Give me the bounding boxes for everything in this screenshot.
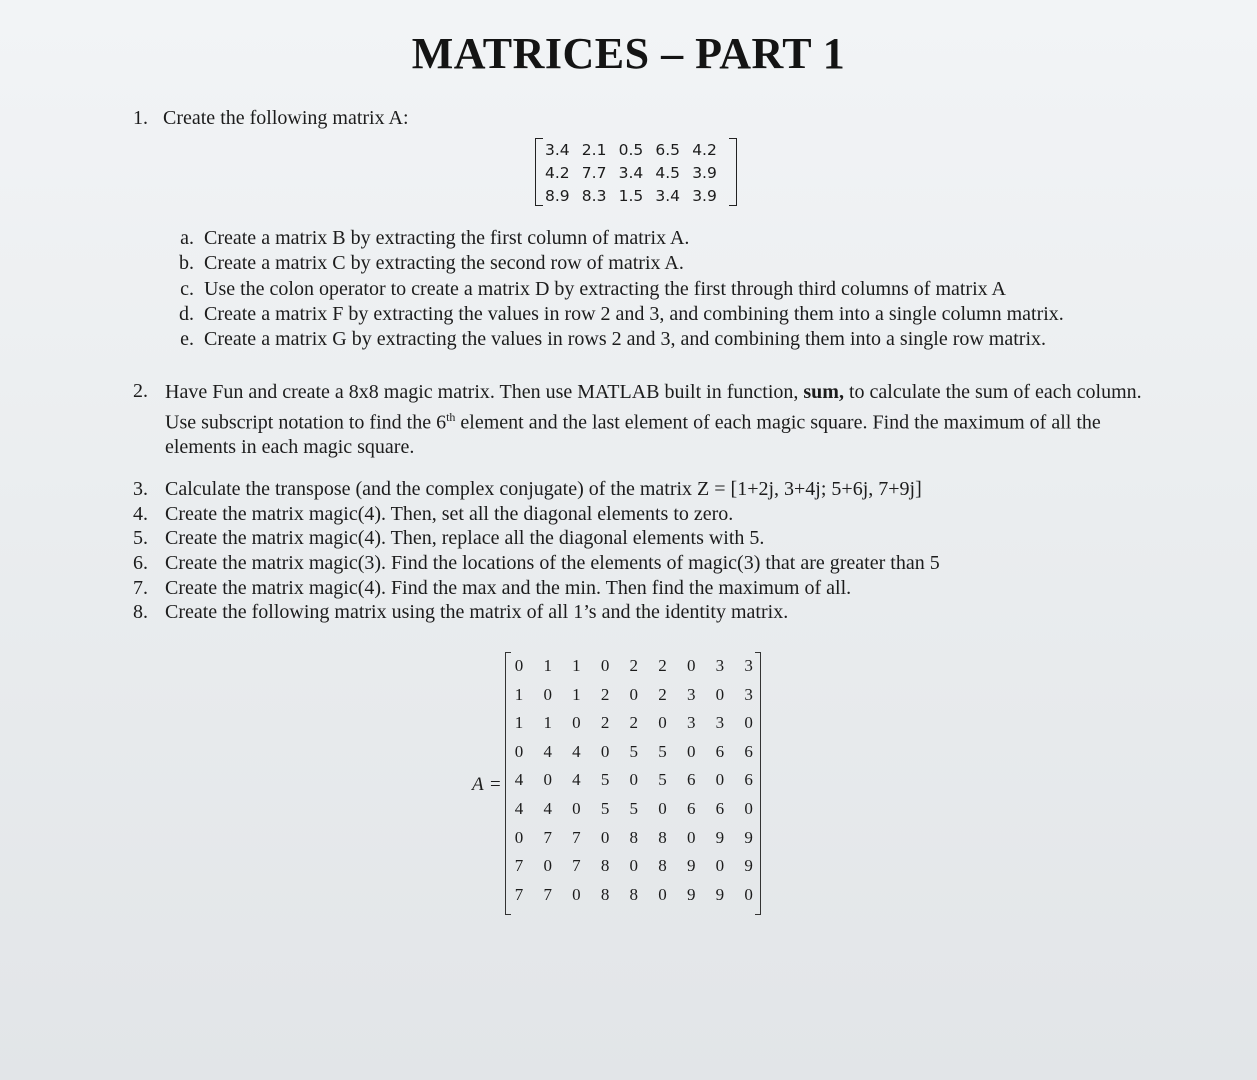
big-matrix-cell: 7 xyxy=(543,827,552,847)
big-matrix-cell: 1 xyxy=(543,656,552,675)
matrix-a-row xyxy=(545,187,729,205)
q2-part1: Have Fun and create a 8x8 magic matrix. Then use MATLAB built in function, xyxy=(165,381,804,403)
big-matrix-cell: 0 xyxy=(686,741,696,761)
big-matrix-cell: 0 xyxy=(686,656,696,675)
big-matrix-cell: 0 xyxy=(600,827,610,847)
matrix-a-cell: 6.5 xyxy=(655,141,681,159)
big-matrix-cell: 7 xyxy=(514,884,524,904)
question-text: Create the matrix magic(4). Find the max and the min. Then find the maximum of all. xyxy=(165,577,852,599)
big-matrix-cell: 6 xyxy=(744,741,753,761)
big-matrix-cell: 0 xyxy=(715,770,725,790)
big-matrix-cell: 0 xyxy=(658,713,667,733)
big-matrix-cell: 8 xyxy=(658,856,667,876)
matrix-a-row xyxy=(545,164,729,182)
big-matrix-cell: 0 xyxy=(686,827,696,847)
big-matrix-cell: 0 xyxy=(629,770,639,790)
question-text: Create the matrix magic(4). Then, replace all the diagonal elements with 5. xyxy=(165,527,765,549)
matrix-a-cell: 4.2 xyxy=(545,164,570,182)
matrix-a-cell: 3.4 xyxy=(655,187,681,205)
big-matrix-cell: 0 xyxy=(744,884,753,904)
big-matrix xyxy=(505,652,761,915)
big-matrix-cell: 5 xyxy=(658,741,667,761)
q2-bold-sum: sum, xyxy=(803,381,844,403)
matrix-a-cell: 7.7 xyxy=(581,164,607,182)
matrix-a-cell: 4.5 xyxy=(655,164,681,182)
big-matrix-cell: 9 xyxy=(686,856,696,876)
question-number: 5. xyxy=(133,527,148,549)
big-matrix-cell: 0 xyxy=(572,884,581,904)
big-matrix-cell: 6 xyxy=(686,770,696,790)
matrix-a-cell: 2.1 xyxy=(581,141,607,159)
big-matrix-cell: 9 xyxy=(744,827,753,847)
sub-question-text: Create a matrix C by extracting the second row of matrix A. xyxy=(204,252,684,274)
big-matrix-cell: 2 xyxy=(600,684,610,704)
question-text: Create the following matrix using the matrix of all 1’s and the identity matrix. xyxy=(165,601,789,623)
big-matrix-cell: 0 xyxy=(514,656,524,675)
matrix-a-cell: 3.4 xyxy=(545,141,570,159)
big-matrix-cell: 5 xyxy=(629,741,639,761)
matrix-a-cell: 8.9 xyxy=(545,187,570,205)
big-matrix-cell: 2 xyxy=(629,656,639,675)
matrix-a-cell: 8.3 xyxy=(581,187,607,205)
big-matrix-cell: 0 xyxy=(543,770,552,790)
big-matrix-cell: 0 xyxy=(543,856,552,876)
big-matrix-cell: 0 xyxy=(572,713,581,733)
big-matrix-cell: 6 xyxy=(715,741,725,761)
big-matrix-cell: 0 xyxy=(600,656,610,675)
big-matrix-cell: 8 xyxy=(658,827,667,847)
question-number: 7. xyxy=(133,577,148,599)
big-matrix-cell: 7 xyxy=(572,856,581,876)
sub-question-letter: c. xyxy=(180,278,194,300)
big-matrix-cell: 3 xyxy=(686,713,696,733)
big-matrix-cell: 6 xyxy=(686,799,696,818)
q2-part2: to calculate the sum of each column. Use subscript notation to find the 6 xyxy=(165,381,1142,434)
big-matrix-cell: 0 xyxy=(715,856,725,876)
big-matrix-cell: 9 xyxy=(686,884,696,904)
big-matrix-cell: 4 xyxy=(572,770,581,790)
big-matrix-cell: 0 xyxy=(572,799,581,818)
question-text: Create the matrix magic(3). Find the locations of the elements of magic(3) that are greater than 5 xyxy=(165,552,940,574)
big-matrix-cell: 6 xyxy=(744,770,753,790)
matrix-a-cell: 0.5 xyxy=(618,141,644,159)
matrix-a-cell: 1.5 xyxy=(618,187,644,205)
big-matrix-cell: 8 xyxy=(629,827,639,847)
q2-number: 2. xyxy=(133,380,148,402)
q1-number: 1. xyxy=(133,107,148,129)
big-matrix-cell: 0 xyxy=(600,741,610,761)
big-matrix-cell: 8 xyxy=(600,856,610,876)
question-number: 6. xyxy=(133,552,148,574)
big-matrix-cell: 4 xyxy=(572,741,581,761)
big-matrix-label: A xyxy=(472,774,484,795)
big-matrix-cell: 5 xyxy=(600,799,610,818)
sub-question-letter: b. xyxy=(179,252,194,274)
big-matrix-cell: 5 xyxy=(658,770,667,790)
sub-question-letter: a. xyxy=(180,227,194,249)
big-matrix-cell: 2 xyxy=(658,656,667,675)
big-matrix-cell: 6 xyxy=(715,799,725,818)
big-matrix-cell: 0 xyxy=(744,713,753,733)
big-matrix-cell: 3 xyxy=(744,684,753,704)
big-matrix-cell: 4 xyxy=(514,799,524,818)
big-matrix-cell: 1 xyxy=(514,713,524,733)
big-matrix-cell: 4 xyxy=(543,799,552,818)
sub-question-text: Create a matrix G by extracting the values in rows 2 and 3, and combining them into a single row matrix. xyxy=(204,328,1047,350)
sub-question-text: Create a matrix F by extracting the values in row 2 and 3, and combining them into a single column matrix. xyxy=(204,303,1064,325)
big-matrix-cell: 0 xyxy=(744,799,753,818)
big-matrix-cell: 2 xyxy=(629,713,639,733)
big-matrix-cell: 9 xyxy=(744,856,753,876)
bracket-tick xyxy=(505,652,511,653)
matrix-a-cell: 3.9 xyxy=(692,187,717,205)
big-matrix-cell: 4 xyxy=(514,770,524,790)
question-number: 4. xyxy=(133,503,148,525)
matrix-a-row xyxy=(545,141,729,159)
big-matrix-cell: 0 xyxy=(514,741,524,761)
big-matrix-cell: 8 xyxy=(600,884,610,904)
bracket-tick xyxy=(755,914,761,915)
matrix-a xyxy=(535,138,737,206)
big-matrix-cell: 2 xyxy=(600,713,610,733)
matrix-a-cell: 3.9 xyxy=(692,164,717,182)
big-matrix-cell: 5 xyxy=(629,799,639,818)
q2-part3: element and the last element of each magic square. Find the maximum of all the elements in each magic square. xyxy=(165,411,1101,458)
q2-superscript: th xyxy=(446,409,456,424)
big-matrix-cell: 1 xyxy=(543,713,552,733)
question-text: Create the matrix magic(4). Then, set all the diagonal elements to zero. xyxy=(165,503,734,525)
big-matrix-cell: 1 xyxy=(572,656,581,675)
question-number: 3. xyxy=(133,478,148,500)
matrix-a-cell: 3.4 xyxy=(618,164,644,182)
big-matrix-equals: = xyxy=(490,774,501,795)
bracket-tick xyxy=(505,914,511,915)
big-matrix-cell: 1 xyxy=(572,684,581,704)
q2-text xyxy=(165,380,1155,459)
big-matrix-cell: 3 xyxy=(686,684,696,704)
sub-question-letter: d. xyxy=(179,303,194,325)
big-matrix-cell: 1 xyxy=(514,684,524,704)
q1-text: Create the following matrix A: xyxy=(163,107,409,129)
matrix-a-cell: 4.2 xyxy=(692,141,717,159)
big-matrix-cell: 0 xyxy=(629,684,639,704)
sub-question-text: Create a matrix B by extracting the first column of matrix A. xyxy=(204,227,690,249)
left-bracket xyxy=(535,138,543,206)
big-matrix-cell: 4 xyxy=(543,741,552,761)
big-matrix-cell: 3 xyxy=(715,656,725,675)
big-matrix-cell: 0 xyxy=(629,856,639,876)
question-number: 8. xyxy=(133,601,148,623)
right-bracket xyxy=(729,138,737,206)
big-matrix-cell: 5 xyxy=(600,770,610,790)
big-matrix-cell: 0 xyxy=(514,827,524,847)
big-matrix-cell: 3 xyxy=(715,713,725,733)
big-matrix-cell: 0 xyxy=(715,684,725,704)
page-title: MATRICES – PART 1 xyxy=(411,29,846,78)
big-matrix-cell: 9 xyxy=(715,884,725,904)
big-matrix-cell: 0 xyxy=(543,684,552,704)
big-matrix-cell: 8 xyxy=(629,884,639,904)
big-matrix-cell: 7 xyxy=(572,827,581,847)
big-matrix-cell: 0 xyxy=(658,884,667,904)
big-matrix-cell: 7 xyxy=(543,884,552,904)
big-matrix-cell: 2 xyxy=(658,684,667,704)
sub-question-letter: e. xyxy=(180,328,194,350)
big-matrix-cell: 0 xyxy=(658,799,667,818)
big-matrix-cell: 9 xyxy=(715,827,725,847)
bracket-tick xyxy=(755,652,761,653)
question-text: Calculate the transpose (and the complex conjugate) of the matrix Z = [1+2j, 3+4j; 5+6j, 7+9j] xyxy=(165,478,922,500)
big-matrix-cell: 7 xyxy=(514,856,524,876)
sub-question-text: Use the colon operator to create a matrix D by extracting the first through third columns of matrix A xyxy=(204,278,1006,300)
big-matrix-cell: 3 xyxy=(744,656,753,675)
